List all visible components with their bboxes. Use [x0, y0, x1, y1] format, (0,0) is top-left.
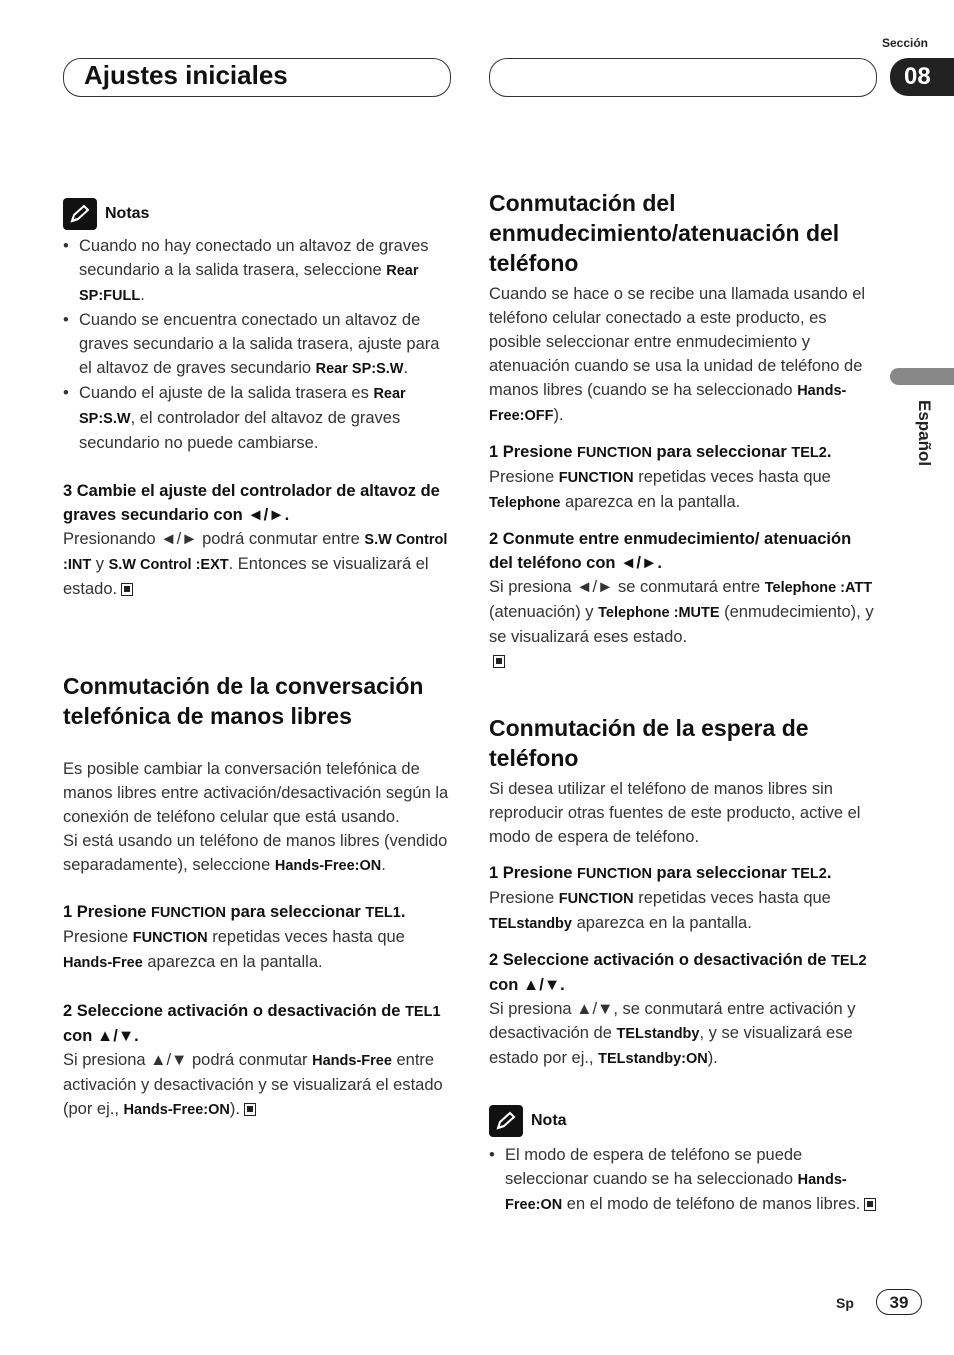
list-item: • Cuando se encuentra conectado un altavoz de graves secundario a la salida trasera, ajuste para el altavoz de graves secundario Rear SP:S.W. — [63, 308, 455, 381]
standby-step1-text: Presione FUNCTION repetidas veces hasta que TELstandby aparezca en la pantalla. — [489, 889, 831, 932]
list-item: • El modo de espera de teléfono se puede seleccionar cuando se ha seleccionado Hands-Free:ON en el modo de teléfono de manos libres. — [489, 1143, 879, 1217]
step2-text: Si presiona ▲/▼ podrá conmutar Hands-Free entre activación y desactivación y se visualizará el estado (por ej., Hands-Free:ON). — [63, 1051, 443, 1118]
language-tab-label: Español — [915, 400, 934, 467]
section-number-badge: 08 — [890, 58, 954, 96]
standby-step1-heading: 1 Presione FUNCTION para seleccionar TEL2. — [489, 864, 832, 882]
end-mark-icon — [864, 1198, 876, 1211]
note-list — [489, 1143, 879, 1217]
page-number: 39 — [876, 1289, 922, 1315]
note-heading — [489, 1105, 879, 1137]
mute-step2-heading: 2 Conmute entre enmudecimiento/ atenuación del teléfono con ◄/►. — [489, 530, 852, 572]
page-title: Ajustes iniciales — [84, 60, 288, 90]
step1-heading: 1 Presione FUNCTION para seleccionar TEL1. — [63, 903, 406, 921]
section-title-hands-free: Conmutación de la conversación telefónica de manos libres — [63, 673, 424, 729]
mute-step1-heading: 1 Presione FUNCTION para seleccionar TEL2. — [489, 443, 832, 461]
footer-language-code: Sp — [836, 1295, 854, 1311]
hands-free-intro2: Si está usando un teléfono de manos libres (vendido separadamente), seleccione Hands-Free:ON. — [63, 832, 448, 874]
list-item: • Cuando no hay conectado un altavoz de graves secundario a la salida trasera, seleccione Rear SP:FULL. — [63, 234, 455, 308]
step3-heading: 3 Cambie el ajuste del controlador de altavoz de graves secundario con ◄/►. — [63, 482, 440, 524]
header-blank-frame — [489, 58, 877, 97]
hands-free-intro: Es posible cambiar la conversación telefónica de manos libres entre activación/desactivación según la conexión de teléfono celular que está usando. — [63, 760, 449, 826]
left-column — [63, 198, 455, 1122]
mute-step2-text: Si presiona ◄/► se conmutará entre Telephone :ATT (atenuación) y Telephone :MUTE (enmudecimiento), y se visualizará eses estado. — [489, 575, 879, 673]
notes-label: Notas — [105, 205, 150, 222]
pencil-note-icon — [63, 198, 97, 230]
step1-text: Presione FUNCTION repetidas veces hasta que Hands-Free aparezca en la pantalla. — [63, 928, 405, 971]
language-tab-marker — [890, 368, 954, 385]
end-mark-icon — [244, 1103, 256, 1116]
section-title-standby: Conmutación de la espera de teléfono — [489, 715, 809, 771]
mute-intro: Cuando se hace o se recibe una llamada usando el teléfono celular conectado a este producto, es posible seleccionar entre enmudecimiento y atenuación cuando se usa la unidad de teléfono de manos libres (cuando se ha seleccionado Hands-Free:OFF). — [489, 285, 866, 424]
note-label: Nota — [531, 1112, 567, 1129]
end-mark-icon — [493, 655, 505, 668]
right-column — [489, 188, 879, 1217]
pencil-note-icon — [489, 1105, 523, 1137]
standby-step2-text: Si presiona ▲/▼, se conmutará entre activación y desactivación de TELstandby, y se visualizará ese estado por ej., TELstandby:ON). — [489, 1000, 856, 1067]
list-item: • Cuando el ajuste de la salida trasera es Rear SP:S.W, el controlador del altavoz de graves secundario no puede cambiarse. — [63, 381, 455, 455]
standby-step2-heading: 2 Seleccione activación o desactivación de TEL2 con ▲/▼. — [489, 951, 867, 994]
notes-heading — [63, 198, 455, 230]
step3-text: Presionando ◄/► podrá conmutar entre S.W Control :INT y S.W Control :EXT. Entonces se visualizará el estado. — [63, 530, 448, 598]
mute-step1-text: Presione FUNCTION repetidas veces hasta que Telephone aparezca en la pantalla. — [489, 468, 831, 511]
end-mark-icon — [121, 583, 133, 596]
section-label: Sección — [881, 36, 928, 50]
standby-intro: Si desea utilizar el teléfono de manos libres sin reproducir otras fuentes de este producto, active el modo de espera de teléfono. — [489, 780, 861, 846]
section-title-mute: Conmutación del enmudecimiento/atenuación del teléfono — [489, 190, 840, 276]
step2-heading: 2 Seleccione activación o desactivación de TEL1 con ▲/▼. — [63, 1002, 441, 1045]
notes-list — [63, 234, 455, 455]
